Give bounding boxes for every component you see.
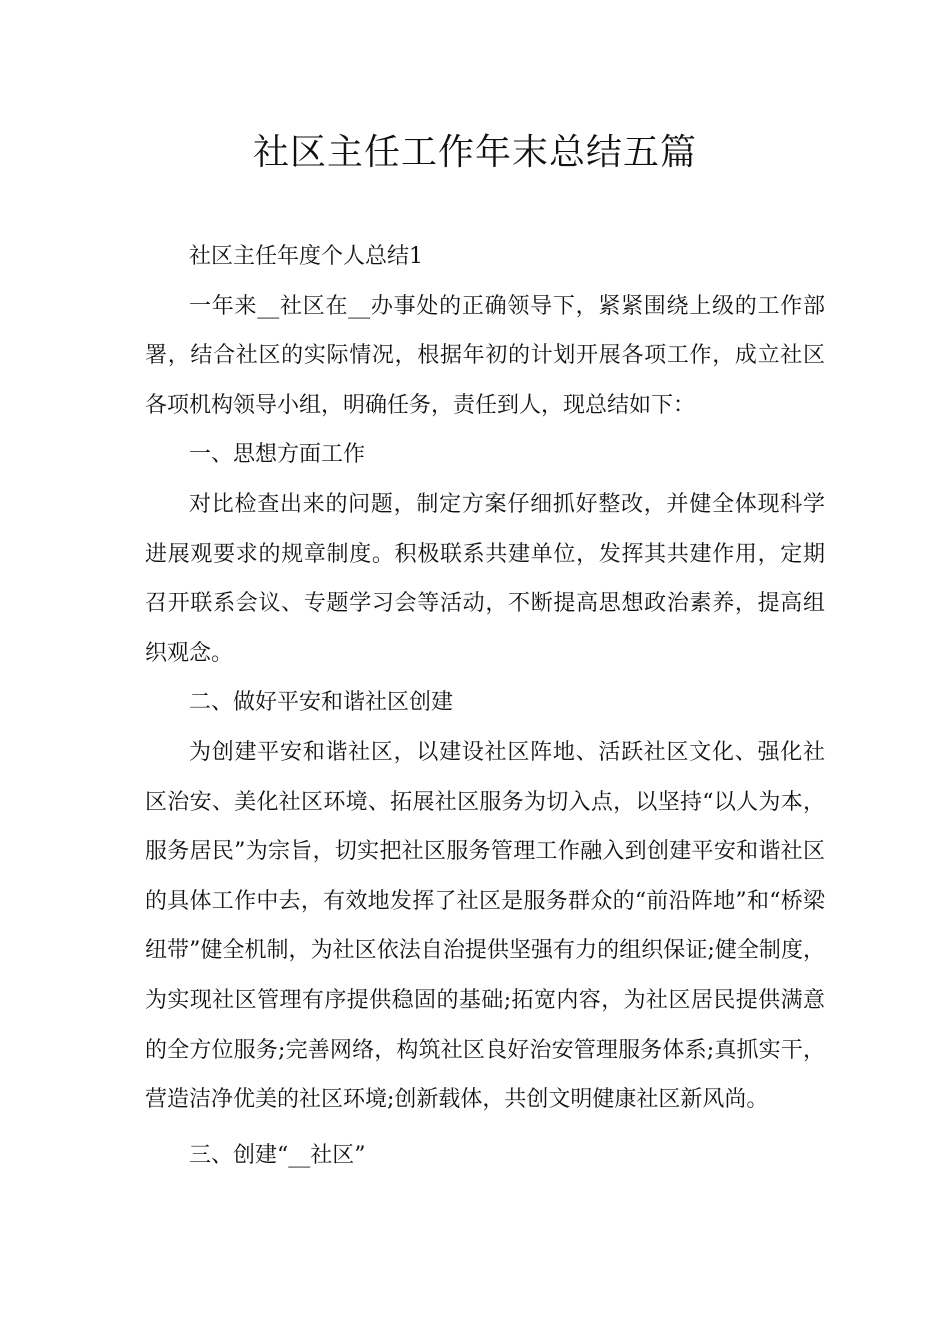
section-heading-safe-community: 二、做好平安和谐社区创建 [189,690,454,716]
safe-community-paragraph: 为创建平安和谐社区，以建设社区阵地、活跃社区文化、强化社区治安、美化社区环境、拓展社区服务为切入点，以坚持“以人为本，服务居民”为宗旨，切实把社区服务管理工作融入到创建平安和谐社区的具体工作中去，有效地发挥了社区是服务群众的“前沿阵地”和“桥梁纽带”健全机制，为社区依法自治提供坚强有力的组织保证;健全制度，为实现社区管理有序提供稳固的基础;拓宽内容，为社区居民提供满意的全方位服务;完善网络，构筑社区良好治安管理服务体系;真抓实干，营造洁净优美的社区环境;创新载体，共创文明健康社区新风尚。 [145,739,825,1113]
document-title: 社区主任工作年末总结五篇 [252,132,697,173]
intro-paragraph: 一年来__社区在__办事处的正确领导下，紧紧围绕上级的工作部署，结合社区的实际情况，根据年初的计划开展各项工作，成立社区各项机构领导小组，明确任务，责任到人，现总结如下： [145,293,825,418]
ideology-paragraph: 对比检查出来的问题，制定方案仔细抓好整改，并健全体现科学进展观要求的规章制度。积极联系共建单位，发挥其共建作用，定期召开联系会议、专题学习会等活动，不断提高思想政治素养，提高组织观念。 [145,491,825,666]
section-heading-create-community: 三、创建“__社区” [189,1142,366,1168]
document-body [145,232,825,1180]
section-heading-annual-summary: 社区主任年度个人总结1 [189,244,423,269]
section-heading-ideology: 一、思想方面工作 [189,442,366,468]
